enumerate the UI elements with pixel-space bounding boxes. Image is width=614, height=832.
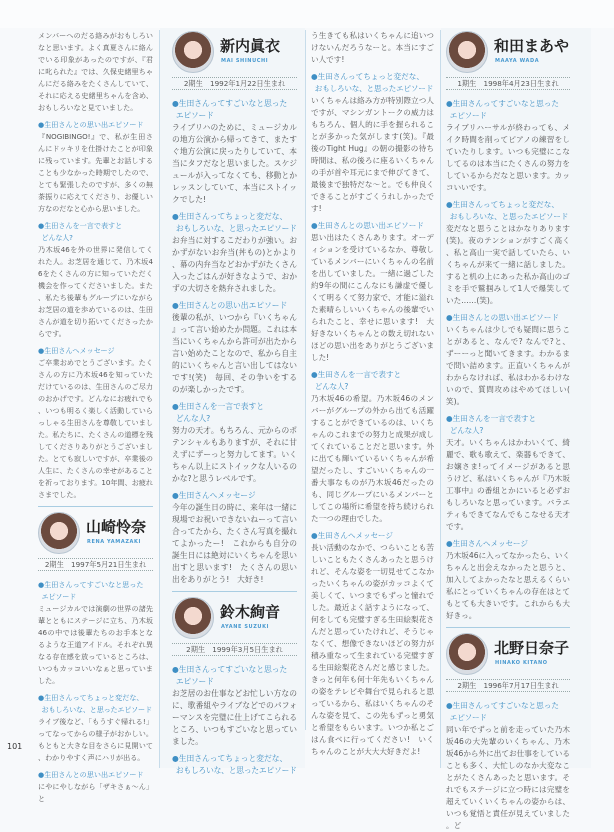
answer-text: 後輩の私が、いつから『いくちゃん』って言い始めたか問題。これは本当にいくちゃんから許可が出たから言い始めたことなので、私から自主的にいくちゃんと言い出してはないです!(笑) 毎回、その争いをするのが楽しかったです。	[172, 313, 297, 394]
question-heading: ●生田さんってすごいなと思った	[446, 701, 559, 710]
qa-section	[38, 769, 153, 805]
member-name: 和田まあや	[494, 37, 570, 55]
question-heading-line2: おもしろいな、と思ったエピソード	[449, 212, 569, 221]
member-romaji: RENA YAMAZAKI	[87, 539, 141, 545]
member-profile	[172, 31, 297, 93]
question-heading: ●生田さんってちょっと変だな、	[311, 72, 424, 81]
member-avatar	[446, 31, 488, 73]
column-4	[446, 0, 570, 832]
answer-text: 天才。いくちゃんはかわいくて、綺麗で、歌も歌えて、楽器もできて、お嬢さま!ってイメージがあると思うけど、私はいくちゃんが『乃木坂工事中』の番組とかにいると必ずおもしろいなと思っています。バラエティもできてなんでもこなせる天才です。	[446, 438, 570, 531]
section-divider	[172, 591, 297, 592]
answer-text: う生きても私はいくちゃんに追いつけないんだろうなーと。本当にすごい人です!	[311, 31, 434, 64]
answer-text: 乃木坂46の希望。乃木坂46のメンバーがグループの外から出ても活躍することができているのは、いくちゃんのこれまでの努力と成果が成してくれていることだと思います。外に出ても輝いているいくちゃんが希望だったし、すごいいくちゃんの一番大事なものが乃木坂46だったのも、同じグループにいるメンバーとしてこの場所に希望を持ち続けられた一つの理由でした。	[311, 394, 434, 523]
column-1	[38, 0, 153, 805]
qa-section	[38, 692, 153, 764]
section-divider	[446, 627, 570, 628]
member-romaji: HINAKO KITANO	[495, 660, 548, 666]
member-romaji: MAI SHINUCHI	[221, 58, 269, 64]
question-heading: ●生田さんを一言で表すと	[38, 221, 123, 230]
question-heading-line2: おもしろいな、と思ったエピソード	[41, 705, 152, 714]
question-heading-line2: どんな人?	[314, 382, 349, 391]
question-heading-line2: どんな人?	[41, 233, 73, 242]
question-heading: ●生田さんへメッセージ	[311, 531, 393, 540]
answer-text: ライブリハのために、ミュージカルの地方公演から帰ってきて、またすぐ地方公演に戻ったりしていて、本当にタフだなと思いました。スケジュールが入ってなくても、移動とかレッスンしていて、本当にストイックでした!	[172, 123, 297, 204]
answer-text: 努力の天才。もちろん、元からのポテンシャルもありますが、それに甘えずにずーっと努力してます。いくちゃん以上にストイックな人いるのかな?と思うレベルです。	[172, 426, 297, 483]
question-heading-line2: おもしろいな、と思ったエピソード	[175, 224, 297, 233]
member-avatar	[172, 31, 214, 73]
answer-text: 長い活動のなかで、つらいことも苦しいこともたくさんあったと思うけれど、そんな姿を一切見せてこなかったいくちゃんの姿がカッコよくて美しくて、いつまでもずっと憧れでした。最近よく話すようになって、何をしても完璧すぎる生田絵梨花さんだと思っていたけれど、そうじゃなくて、想像できないほどの努力が積み重なって生まれている完璧すぎる生田絵梨花さんだと感じました。きっと何年も何十年先もいくちゃんの姿をテレビや舞台で見られると思っているから、私はいくちゃんのそんな姿を見て、この先もずっと勇気と希望をもらいます。いつか私とごはん食べに行ってください! いくちゃんのことが大大大好きだよ!	[311, 543, 434, 756]
qa-section	[446, 700, 570, 832]
question-heading-line2: エピソード	[449, 111, 487, 120]
answer-text: 同い年でずっと前を走っていた乃木坂46の大先輩のいくちゃん、乃木坂46から外に出てお仕事をしていることも多く、大忙しのなか大変なことがたくさんあったと思います。それでもステージに立つ時には完璧を超えていくいくちゃんの姿からは、いつも覚悟と責任が見えていました。ど	[446, 725, 570, 830]
question-heading: ●生田さんとの思い出エピソード	[311, 221, 424, 230]
answer-text: 変だなと思うことはかなりあります(笑)。夜のテンションがすごく高く、私と高山一実で話していたら、いくちゃんが来て一緒に話しました。すると机の上にあった私か高山のゴミを手で鷲掴みして1人で爆笑していた……(笑)。	[446, 224, 570, 305]
question-heading: ●生田さんってすごいなと思った	[446, 99, 559, 108]
member-avatar	[446, 633, 488, 675]
qa-section	[446, 413, 570, 533]
question-heading-line2: どんな人?	[175, 414, 210, 423]
question-heading: ●生田さんってちょっと変だな、	[172, 212, 288, 221]
column-2	[172, 0, 297, 777]
question-heading-line2: おもしろいな、と思ったエピソード	[175, 766, 297, 775]
question-heading-line2: エピソード	[41, 592, 77, 601]
member-name: 鈴木絢音	[220, 603, 281, 621]
question-heading-line2: おもしろいな、と思ったエピソード	[314, 84, 434, 93]
question-heading: ●生田さんとの思い出エピソード	[172, 301, 288, 310]
question-heading: ●生田さんってすごいなと思った	[172, 665, 288, 674]
qa-section	[172, 98, 297, 206]
question-heading: ●生田さんへメッセージ	[172, 491, 256, 500]
member-profile	[38, 512, 153, 574]
column-divider	[159, 30, 160, 768]
qa-section	[311, 530, 434, 758]
question-heading: ●生田さんってすごいなと思った	[172, 99, 288, 108]
member-avatar	[172, 597, 214, 639]
member-birth: 1期生 1998年4月23日生まれ	[446, 77, 570, 90]
qa-section	[38, 119, 153, 215]
question-heading-line2: エピソード	[449, 713, 487, 722]
qa-section	[446, 312, 570, 408]
answer-text: お弁当に対するこだわりが強い。おかずがないお弁当(丼もの)とかより、幕の内弁当などおかずがたくさん入ったごはんが好きなようで、おかずの大切さを熱弁されました。	[172, 236, 297, 293]
question-heading: ●生田さんへメッセージ	[38, 346, 115, 355]
answer-text: いくちゃんは絡み方が特別際立つ人ですが、マシンガントークの威力はもちろん、個人的に手を握られることが多かった気がします(笑)。『最後のTight Hug』の朝の撮影の待ち時間は、私の後ろに座るいくちゃんの手が首や耳元にまで伸びてきて、最後まで独特だな〜と。でも仲良くできることがすごくうれしかったです!	[311, 96, 434, 213]
question-heading: ●生田さんってちょっと変だな、	[38, 693, 144, 702]
qa-section	[172, 211, 297, 295]
member-birth: 2期生 1999年3月5日生まれ	[172, 643, 297, 656]
question-heading-line2: エピソード	[175, 111, 214, 120]
qa-section	[311, 369, 434, 525]
question-heading: ●生田さんとの思い出エピソード	[38, 120, 144, 129]
answer-text: ご卒業おめでとうございます。たくさんの方に乃木坂46を知っていただけているのは、生田さんのご尽力のおかげです。どんなにお疲れでも、いつも明るく楽しく活動していらっしゃる生田さんを尊敬していました。私たちに、たくさんの道標を残してくださりありがとうございました。とても寂しいですが、卒業後の人生に、たくさんの幸せがあることを祈っております。10年間、お疲れさまでした。	[38, 358, 153, 499]
column-3	[311, 0, 434, 758]
question-heading: ●生田さんとの思い出エピソード	[446, 313, 559, 322]
qa-section	[172, 401, 297, 485]
member-avatar	[38, 512, 80, 554]
member-profile	[172, 597, 297, 659]
qa-section	[172, 490, 297, 586]
member-name: 北野日奈子	[494, 639, 570, 657]
question-heading: ●生田さんを一言で表すと	[311, 370, 402, 379]
column-divider	[440, 30, 441, 768]
answer-text: にやにやしながら「ザキさぁ〜ん」と	[38, 782, 153, 803]
qa-section	[311, 71, 434, 215]
answer-text: 今年の誕生日の時に、来年は一緒に現場でお祝いできないねーって言い合ってたから、たくさん写真を撮れてよかったー! これからも自分の誕生日には絶対にいくちゃんを思い出すと思います! たくさんの思い出をありがとう! 大好き!	[172, 503, 297, 584]
question-heading-line2: どんな人?	[449, 426, 484, 435]
answer-text: お芝居のお仕事などお忙しい方なのに、歌番組やライブなどでのパフォーマンスを完璧に仕上げてこられるところ、いつもすごいなと思っていました。	[172, 689, 297, 746]
question-heading: ●生田さんってちょっと変だな、	[172, 754, 288, 763]
question-heading: ●生田さんを一言で表すと	[172, 402, 265, 411]
member-romaji: AYANE SUZUKI	[221, 624, 270, 630]
answer-text: いくちゃんは少しでも疑問に思うことがあると、なんで? なんで?と、ずーーっと聞いてきます。わかるまで問い詰めます。正直いくちゃんがわからなければ、私はわかるわけないので、質問攻めはやめてほしい(笑)。	[446, 325, 570, 406]
column-divider	[305, 30, 306, 730]
qa-section	[446, 199, 570, 307]
continued-answer	[311, 30, 434, 66]
answer-text: 『NOGIBINGO!』で、私が生田さんにドッキリを仕掛けたことが印象に残っています。先輩とお話しすることも少なかった時期でしたので、とても緊張したのですが、多くの無茶振りに応えてくださり、お優しい方なのだなと心から思いました。	[38, 132, 153, 213]
question-heading: ●生田さんってちょっと変だな、	[446, 200, 559, 209]
section-divider	[38, 506, 153, 507]
qa-section	[446, 98, 570, 194]
qa-section	[172, 300, 297, 396]
question-heading: ●生田さんを一言で表すと	[446, 414, 537, 423]
qa-section	[311, 220, 434, 364]
answer-text: 乃木坂46に入ってなかったら、いくちゃんと出会えなかったと思うと、加入してよかったなと思えるくらい私にとっていくちゃんの存在はとてもとても大きいです。これからも大好きっ。	[446, 551, 570, 620]
member-profile	[446, 633, 570, 695]
member-name: 新内眞衣	[220, 37, 281, 55]
qa-section	[38, 345, 153, 501]
qa-section	[38, 579, 153, 687]
member-profile	[446, 31, 570, 93]
answer-text: ミュージカルでは演劇の世界の諸先輩とともにステージに立ち、乃木坂46の中では後輩たちのお手本となるような王道アイドル。それぞれ異なる存在感を放っているところは、いつもカッコいいなぁと思っていました。	[38, 604, 153, 685]
answer-text: ライブ後など、「もうすぐ帰れる!」ってなってからの様子がおかしい。もともと大きな目をさらに見開いて、わかりやすく声にハリが出る。	[38, 717, 153, 762]
member-romaji: MAAYA WADA	[495, 58, 540, 64]
answer-text: 思い出はたくさんあります。オーディションを受けているなか、尊敬しているメンバーにいくちゃんの名前を出していました。一緒に過ごした約9年の間にこんなにも謙虚で優しくて明るくて努力家で、才能に溢れた素晴らしいいくちゃんの後輩でいられたこと、幸せに思います! 大好きないくちゃんとの数え切れないほどの思い出をありがとうございました!	[311, 233, 434, 362]
member-birth: 2期生 1996年7月17日生まれ	[446, 679, 570, 692]
qa-section	[172, 664, 297, 748]
question-heading-line2: エピソード	[175, 677, 214, 686]
question-heading: ●生田さんってすごいなと思った	[38, 580, 144, 589]
qa-section	[446, 538, 570, 622]
answer-text: ライブリハーサルが終わっても、メイク時間を削ってピアノの練習をしていたりします。いつも完璧にこなしてるのは本当にたくさんの努力をしているからだなと思います。カッコいいです。	[446, 123, 570, 192]
member-birth: 2期生 1997年5月21日生まれ	[38, 558, 153, 571]
qa-section	[172, 753, 297, 777]
answer-text: 乃木坂46を外の世界に発信してくれた人。お芝居を通じて、乃木坂46をたくさんの方に知っていただく機会を作ってくださいました。また、私たち後輩もグループにいながらお芝居の道を歩めているのは、生田さんが道を切り拓いてくださったからです。	[38, 245, 153, 338]
answer-text: メンバーへのだる絡みがおもしろいなと思います。よく真夏さんに絡んでいる印象があったのですが、『君に叱られた』では、久保史緒里ちゃんにだる絡みをたくさんしていて、それに応える史緒里ちゃんを含め、おもしろいなと見ていました。	[38, 31, 153, 112]
continued-answer	[38, 30, 153, 114]
question-heading: ●生田さんとの思い出エピソード	[38, 770, 144, 779]
member-birth: 2期生 1992年1月22日生まれ	[172, 77, 297, 90]
qa-section	[38, 220, 153, 340]
member-name: 山崎怜奈	[86, 518, 147, 536]
question-heading: ●生田さんへメッセージ	[446, 539, 528, 548]
page-number: 101	[7, 742, 23, 751]
